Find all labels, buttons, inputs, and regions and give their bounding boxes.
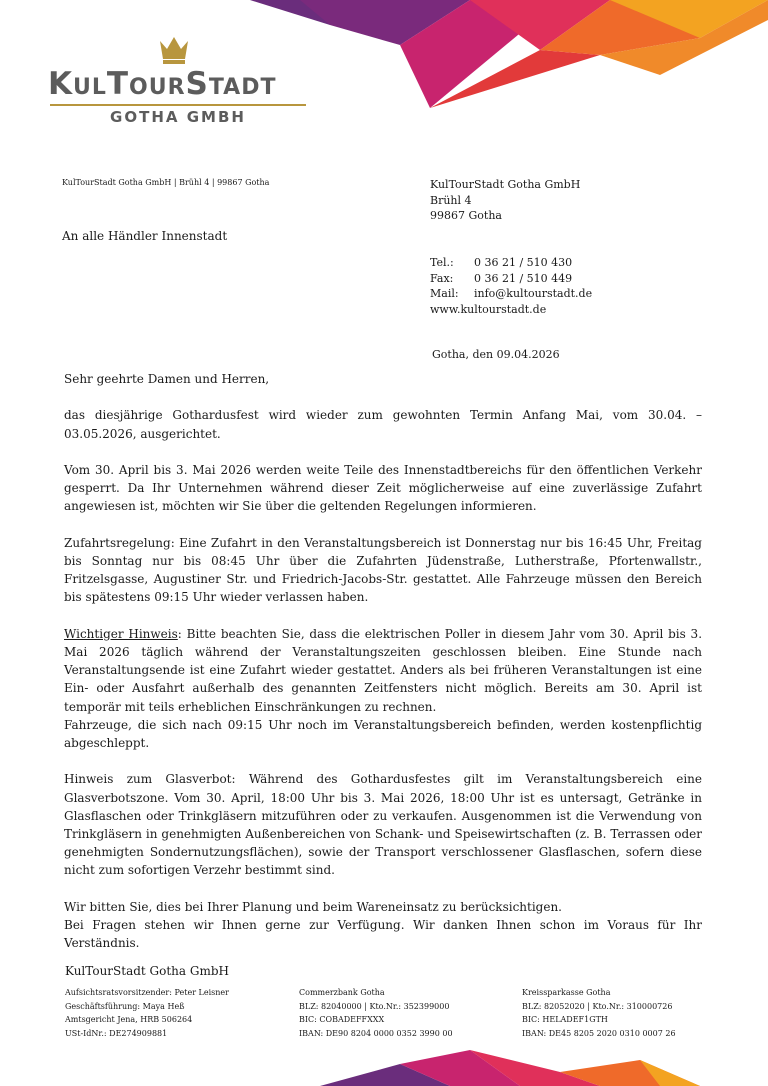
paragraph-closure: Vom 30. April bis 3. Mai 2026 werden weite Teile des Innenstadtbereichs für den öffentlichen Verkehr gesperrt. Da Ihr Unternehmen während dieser Zeit möglicherweise auf eine zuverlässige Zufahrt angewiesen ist, möchten wir Sie über die geltenden Regelungen informieren.	[64, 462, 702, 514]
footer-line: IBAN: DE45 8205 2020 0310 0007 26	[522, 1028, 676, 1038]
paragraph-access-rules: Zufahrtsregelung: Eine Zufahrt in den Veranstaltungsbereich ist Donnerstag nur bis 16:45 Uhr, Freitag bis Sonntag nur bis 08:45 Uhr über die Zufahrten Jüdenstraße, Lutherstraße, Pfortenwallstr., Fritzelsgasse, Augustiner Str. und Friedrich-Jacobs-Str. gestattet. Alle Fahrzeuge müssen den Bereich bis spätestens 09:15 Uhr wieder verlassen haben.	[64, 535, 702, 605]
salutation: Sehr geehrte Damen und Herren,	[64, 372, 270, 386]
footer-line: IBAN: DE90 8204 0000 0352 3990 00	[299, 1028, 453, 1038]
letter-body	[64, 370, 702, 952]
website: www.kultourstadt.de	[430, 302, 547, 316]
address-line: 99867 Gotha	[430, 209, 502, 222]
footer-line: BIC: HELADEF1GTH	[522, 1015, 608, 1024]
header-decoration	[0, 0, 768, 120]
letter-date: Gotha, den 09.04.2026	[432, 348, 560, 361]
contact-value: 0 36 21 / 510 449	[474, 271, 573, 285]
contact-block	[430, 255, 592, 317]
footer-decoration	[0, 1050, 768, 1086]
contact-label: Fax:	[430, 271, 454, 285]
paragraph-closing-1: Wir bitten Sie, dies bei Ihrer Planung und beim Wareneinsatz zu berücksichtigen.	[64, 899, 562, 914]
contact-value: info@kultourstadt.de	[474, 287, 593, 300]
footer-line: BLZ: 82052020 | Kto.Nr.: 310000726	[522, 1001, 673, 1011]
footer-bank-commerzbank	[299, 986, 453, 1040]
address-line: KulTourStadt Gotha GmbH	[430, 178, 581, 191]
contact-row-mail	[430, 286, 592, 302]
contact-label: Mail:	[430, 287, 459, 300]
contact-row-fax	[430, 271, 592, 287]
sender-address-block	[430, 177, 580, 224]
footer-company-name: KulTourStadt Gotha GmbH	[65, 964, 229, 978]
contact-row-tel	[430, 255, 592, 271]
footer-company-info	[65, 986, 229, 1040]
address-line: Brühl 4	[430, 193, 472, 207]
footer-line: BIC: COBADEFFXXX	[299, 1015, 385, 1024]
paragraph-closing-2: Bei Fragen stehen wir Ihnen gerne zur Verfügung. Wir danken Ihnen schon im Voraus für Ihr Verständnis.	[64, 918, 702, 951]
logo-divider	[50, 104, 306, 106]
crown-icon	[157, 35, 191, 65]
contact-label: Tel.:	[430, 256, 454, 269]
sender-return-address: KulTourStadt Gotha GmbH | Brühl 4 | 99867 Gotha	[62, 178, 270, 187]
company-logo: KulTourStadt	[48, 66, 277, 102]
contact-value: 0 36 21 / 510 430	[474, 256, 573, 269]
footer-line: BLZ: 82040000 | Kto.Nr.: 352399000	[299, 1001, 450, 1011]
footer-line: Commerzbank Gotha	[299, 988, 385, 997]
paragraph-glass-ban: Hinweis zum Glasverbot: Während des Gothardusfestes gilt im Veranstaltungsbereich eine Glasverbotszone. Vom 30. April, 18:00 Uhr bis 3. Mai 2026, 18:00 Uhr ist es untersagt, Getränke in Glasflaschen oder Trinkgläsern mitzuführen oder zu verkaufen. Ausgenommen ist die Verwendung von Trinkgläsern in genehmigten Außenbereichen von Schank- und Speisewirtschaften (z. B. Terrassen oder genehmigten Sondernutzungsflächen), sowie der Transport verschlossener Glasflaschen, sofern diese nicht zum sofortigen Verzehr bestimmt sind.	[64, 772, 702, 878]
footer-line: Amtsgericht Jena, HRB 506264	[65, 1015, 193, 1024]
important-note-text: : Bitte beachten Sie, dass die elektrischen Poller in diesem Jahr vom 30. April bis 3. Mai 2026 täglich während der Veranstaltungszeiten geschlossen bleiben. Eine Stunde nach Veranstaltungsende ist eine Zufahrt wieder gestattet. Anders als bei früheren Veranstaltungen ist eine Ein- oder Ausfahrt außerhalb des genannten Zeitfensters nicht möglich. Bereits am 30. April ist temporär mit teils erheblichen Einschränkungen zu rechnen.	[64, 626, 703, 714]
paragraph-towing: Fahrzeuge, die sich nach 09:15 Uhr noch im Veranstaltungsbereich befinden, werden kostenpflichtig abgeschleppt.	[64, 717, 702, 750]
footer-line: Geschäftsführung: Maya Heß	[65, 1001, 185, 1011]
logo-subtitle: GOTHA GMBH	[110, 108, 246, 126]
footer-line: USt-IdNr.: DE274909881	[65, 1028, 168, 1038]
footer-line: Aufsichtsratsvorsitzender: Peter Leisner	[65, 988, 229, 997]
footer-line: Kreissparkasse Gotha	[522, 988, 611, 997]
paragraph-important-note	[64, 625, 702, 716]
important-note-label: Wichtiger Hinweis	[64, 626, 178, 641]
footer-bank-kreissparkasse	[522, 986, 676, 1040]
recipient: An alle Händler Innenstadt	[62, 229, 228, 243]
paragraph-intro: das diesjährige Gothardusfest wird wieder zum gewohnten Termin Anfang Mai, vom 30.04. – 03.05.2026, ausgerichtet.	[64, 408, 702, 441]
